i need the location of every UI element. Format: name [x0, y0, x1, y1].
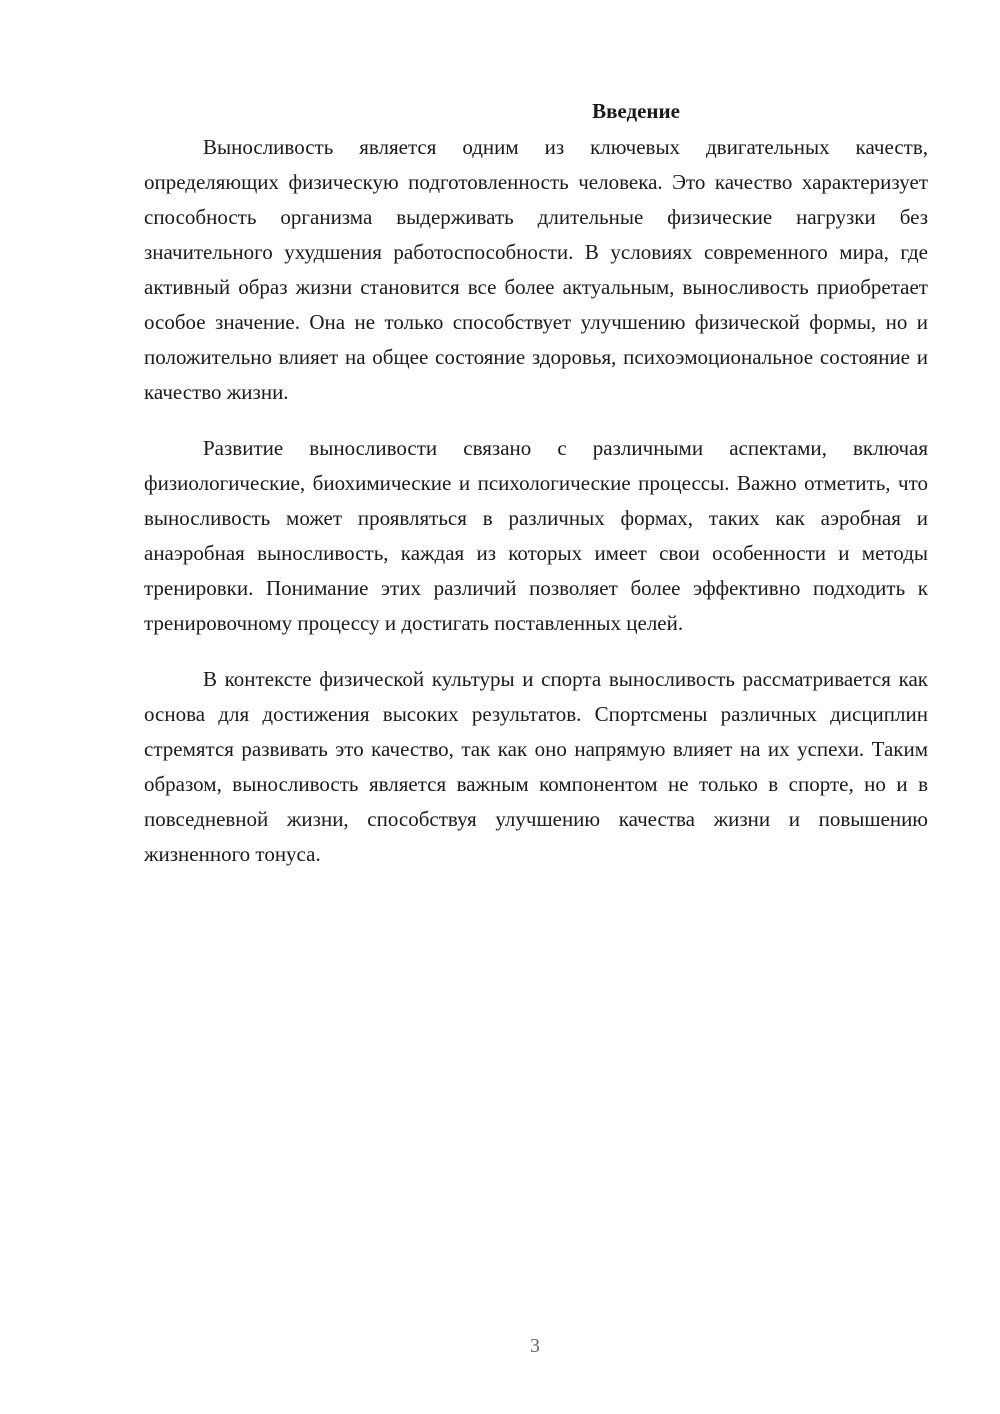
paragraph-1: Выносливость является одним из ключевых двигательных качеств, определяющих физическую подготовленность человека. Это качество характеризует способность организма выдерживать длительные физические нагрузки без значительного ухудшения работоспособности. В условиях современного мира, где активный образ жизни становится все более актуальным, выносливость приобретает особое значение. Она не только способствует улучшению физической формы, но и положительно влияет на общее состояние здоровья, психоэмоциональное состояние и качество жизни.: [144, 135, 928, 404]
paragraph-2: Развитие выносливости связано с различными аспектами, включая физиологические, биохимические и психологические процессы. Важно отметить, что выносливость может проявляться в различных формах, таких как аэробная и анаэробная выносливость, каждая из которых имеет свои особенности и методы тренировки. Понимание этих различий позволяет более эффективно подходить к тренировочному процессу и достигать поставленных целей.: [144, 436, 928, 635]
section-heading: Введение: [592, 99, 680, 123]
page-number: 3: [530, 1335, 540, 1357]
page-content: [144, 96, 928, 893]
paragraph-3: В контексте физической культуры и спорта выносливость рассматривается как основа для достижения высоких результатов. Спортсмены различных дисциплин стремятся развивать это качество, так как оно напрямую влияет на их успехи. Таким образом, выносливость является важным компонентом не только в спорте, но и в повседневной жизни, способствуя улучшению качества жизни и повышению жизненного тонуса.: [144, 667, 928, 866]
